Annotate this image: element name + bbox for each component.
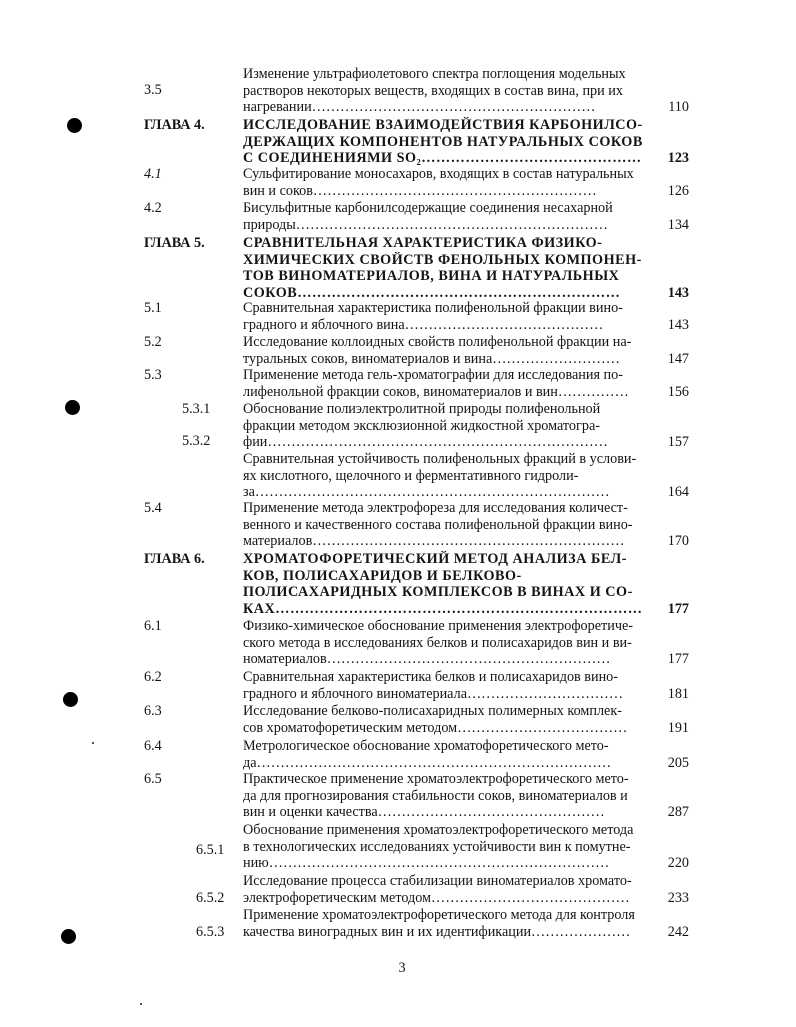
page-ref: 123 bbox=[667, 150, 689, 166]
section-number: 5.3.2 bbox=[182, 433, 211, 449]
title-line: КОВ, ПОЛИСАХАРИДОВ И БЕЛКОВО- bbox=[243, 567, 522, 584]
entry-title bbox=[243, 738, 655, 771]
entry-title bbox=[243, 66, 655, 116]
page-ref: 177 bbox=[667, 651, 689, 667]
title-line: нагревании…………………………………………………… bbox=[243, 99, 596, 115]
title-line: Практическое применение хроматоэлектрофоретического мето- bbox=[243, 771, 629, 787]
section-number: 6.3 bbox=[144, 703, 162, 719]
title-line: растворов некоторых веществ, входящих в состав вина, при их bbox=[243, 82, 623, 99]
section-number: 4.2 bbox=[144, 200, 162, 216]
title-line: туральных соков, виноматериалов и вина……………………… bbox=[243, 350, 620, 367]
page-ref: 191 bbox=[667, 720, 689, 736]
page-ref: 181 bbox=[667, 686, 689, 702]
entry-title bbox=[243, 367, 655, 400]
punch-hole bbox=[65, 400, 80, 415]
title-line: материалов………………………………………………………… bbox=[243, 533, 625, 549]
title-line: Сравнительная характеристика полифенольной фракции вино- bbox=[243, 300, 623, 316]
title-line: Обоснование применения хроматоэлектрофоретического метода bbox=[243, 822, 634, 838]
title-line: лифенольной фракции соков, виноматериалов и вин…………… bbox=[243, 383, 629, 400]
entry-title bbox=[243, 334, 655, 367]
page-ref: 242 bbox=[667, 924, 689, 940]
title-line: ДЕРЖАЩИХ КОМПОНЕНТОВ НАТУРАЛЬНЫХ СОКОВ bbox=[243, 133, 643, 150]
entry-title bbox=[243, 873, 655, 906]
page-ref: 143 bbox=[667, 285, 689, 301]
title-line: нию……………………………………………………………… bbox=[243, 855, 610, 871]
entry-title bbox=[243, 500, 655, 550]
title-line: Обоснование полиэлектролитной природы полифенольной bbox=[243, 401, 601, 417]
page-ref: 287 bbox=[667, 804, 689, 820]
entry-title bbox=[243, 703, 655, 736]
page-ref: 220 bbox=[667, 855, 689, 871]
page-ref: 233 bbox=[667, 890, 689, 906]
entry-title bbox=[243, 907, 655, 940]
entry-title bbox=[243, 451, 655, 501]
chapter-title bbox=[243, 235, 655, 301]
title-line: Бисульфитные карбонилсодержащие соединения несахарной bbox=[243, 200, 613, 216]
title-line: в технологических исследованиях устойчивости вин к помутне- bbox=[243, 838, 631, 855]
title-line: качества виноградных вин и их идентификации………………… bbox=[243, 923, 631, 940]
title-line: Сравнительная характеристика белков и полисахаридов вино- bbox=[243, 669, 618, 685]
title-line: ХИМИЧЕСКИХ СВОЙСТВ ФЕНОЛЬНЫХ КОМПОНЕН- bbox=[243, 251, 642, 268]
section-number: 5.4 bbox=[144, 500, 162, 516]
section-number: 3.5 bbox=[144, 82, 162, 98]
chapter-label: ГЛАВА 4. bbox=[144, 117, 205, 133]
entry-title bbox=[243, 618, 655, 668]
title-line: ского метода в исследованиях белков и полисахаридов вин и ви- bbox=[243, 634, 632, 651]
title-line: да для прогнозирования стабильности соков, виноматериалов и bbox=[243, 787, 628, 804]
chapter-label: ГЛАВА 6. bbox=[144, 551, 205, 567]
section-number: 5.3.1 bbox=[182, 401, 211, 417]
section-number: 5.2 bbox=[144, 334, 162, 350]
title-line: фии……………………………………………………………… bbox=[243, 434, 608, 450]
page-ref: 156 bbox=[667, 384, 689, 400]
title-line: градного и яблочного виноматериала…………………………… bbox=[243, 685, 624, 702]
page-ref: 177 bbox=[667, 601, 689, 617]
page-number: 3 bbox=[398, 960, 406, 976]
punch-hole bbox=[61, 929, 76, 944]
title-line: Применение метода электрофореза для исследования количест- bbox=[243, 500, 628, 516]
title-line: да………………………………………………………………… bbox=[243, 754, 612, 771]
title-line: Изменение ультрафиолетового спектра поглощения модельных bbox=[243, 66, 626, 82]
entry-title bbox=[243, 200, 655, 233]
page-ref: 170 bbox=[667, 533, 689, 549]
page-ref: 157 bbox=[667, 434, 689, 450]
scan-speck bbox=[140, 1003, 142, 1005]
scan-speck bbox=[92, 742, 94, 744]
title-line: Сравнительная устойчивость полифенольных фракций в услови- bbox=[243, 451, 637, 467]
title-line: С СОЕДИНЕНИЯМИ SO₂……………………………………… bbox=[243, 150, 642, 166]
section-number: 6.4 bbox=[144, 738, 162, 754]
title-line: Физико-химическое обоснование применения электрофоретиче- bbox=[243, 618, 633, 634]
title-line: вин и оценки качества………………………………………… bbox=[243, 804, 605, 820]
section-number: 6.1 bbox=[144, 618, 162, 634]
section-number: 6.2 bbox=[144, 669, 162, 685]
title-line: Исследование коллоидных свойств полифенольной фракции на- bbox=[243, 334, 632, 350]
section-number: 6.5 bbox=[144, 771, 162, 787]
entry-title bbox=[243, 300, 655, 333]
section-number: 5.3 bbox=[144, 367, 162, 383]
title-line: номатериалов…………………………………………………… bbox=[243, 651, 611, 667]
page-ref: 143 bbox=[667, 317, 689, 333]
entry-title bbox=[243, 822, 655, 872]
section-number: 5.1 bbox=[144, 300, 162, 316]
title-line: Сульфитирование моносахаров, входящих в состав натуральных bbox=[243, 166, 634, 182]
page-ref: 205 bbox=[667, 755, 689, 771]
title-line: вин и соков…………………………………………………… bbox=[243, 182, 597, 199]
page-ref: 134 bbox=[667, 217, 689, 233]
title-line: КАХ………………………………………………………………… bbox=[243, 600, 643, 617]
title-line: градного и яблочного вина…………………………………… bbox=[243, 316, 604, 333]
entry-title bbox=[243, 771, 655, 821]
section-number: 4.1 bbox=[144, 166, 162, 182]
entry-title bbox=[243, 166, 655, 199]
title-line: природы………………………………………………………… bbox=[243, 216, 608, 233]
chapter-title bbox=[243, 551, 655, 617]
entry-title bbox=[243, 669, 655, 702]
page-ref: 110 bbox=[668, 99, 689, 115]
page-ref: 126 bbox=[667, 183, 689, 199]
title-line: ТОВ ВИНОМАТЕРИАЛОВ, ВИНА И НАТУРАЛЬНЫХ bbox=[243, 268, 620, 284]
title-line: Исследование процесса стабилизации виноматериалов хромато- bbox=[243, 873, 632, 889]
section-number: 6.5.1 bbox=[196, 842, 225, 858]
title-line: СОКОВ………………………………………………………… bbox=[243, 284, 621, 301]
title-line: СРАВНИТЕЛЬНАЯ ХАРАКТЕРИСТИКА ФИЗИКО- bbox=[243, 235, 603, 251]
title-line: ПОЛИСАХАРИДНЫХ КОМПЛЕКСОВ В ВИНАХ И СО- bbox=[243, 584, 633, 600]
title-line: сов хроматофоретическим методом……………………………… bbox=[243, 719, 628, 736]
page-ref: 147 bbox=[667, 351, 689, 367]
title-line: венного и качественного состава полифенольной фракции вино- bbox=[243, 516, 633, 533]
title-line: Применение метода гель-хроматографии для исследования по- bbox=[243, 367, 623, 383]
punch-hole bbox=[63, 692, 78, 707]
entry-title bbox=[243, 401, 655, 451]
chapter-title bbox=[243, 117, 655, 167]
title-line: Применение хроматоэлектрофоретического метода для контроля bbox=[243, 907, 635, 923]
title-line: ях кислотного, щелочного и ферментативного гидроли- bbox=[243, 467, 579, 484]
title-line: ИССЛЕДОВАНИЕ ВЗАИМОДЕЙСТВИЯ КАРБОНИЛСО- bbox=[243, 117, 643, 133]
punch-hole bbox=[67, 118, 82, 133]
chapter-label: ГЛАВА 5. bbox=[144, 235, 205, 251]
page-ref: 164 bbox=[667, 484, 689, 500]
section-number: 6.5.3 bbox=[196, 924, 225, 940]
title-line: ХРОМАТОФОРЕТИЧЕСКИЙ МЕТОД АНАЛИЗА БЕЛ- bbox=[243, 551, 627, 567]
title-line: Метрологическое обоснование хроматофоретического мето- bbox=[243, 738, 609, 754]
section-number: 6.5.2 bbox=[196, 890, 225, 906]
title-line: за………………………………………………………………… bbox=[243, 484, 610, 500]
title-line: Исследование белково-полисахаридных полимерных комплек- bbox=[243, 703, 622, 719]
title-line: фракции методом эксклюзионной жидкостной хроматогра- bbox=[243, 417, 600, 434]
title-line: электрофоретическим методом…………………………………… bbox=[243, 889, 630, 906]
